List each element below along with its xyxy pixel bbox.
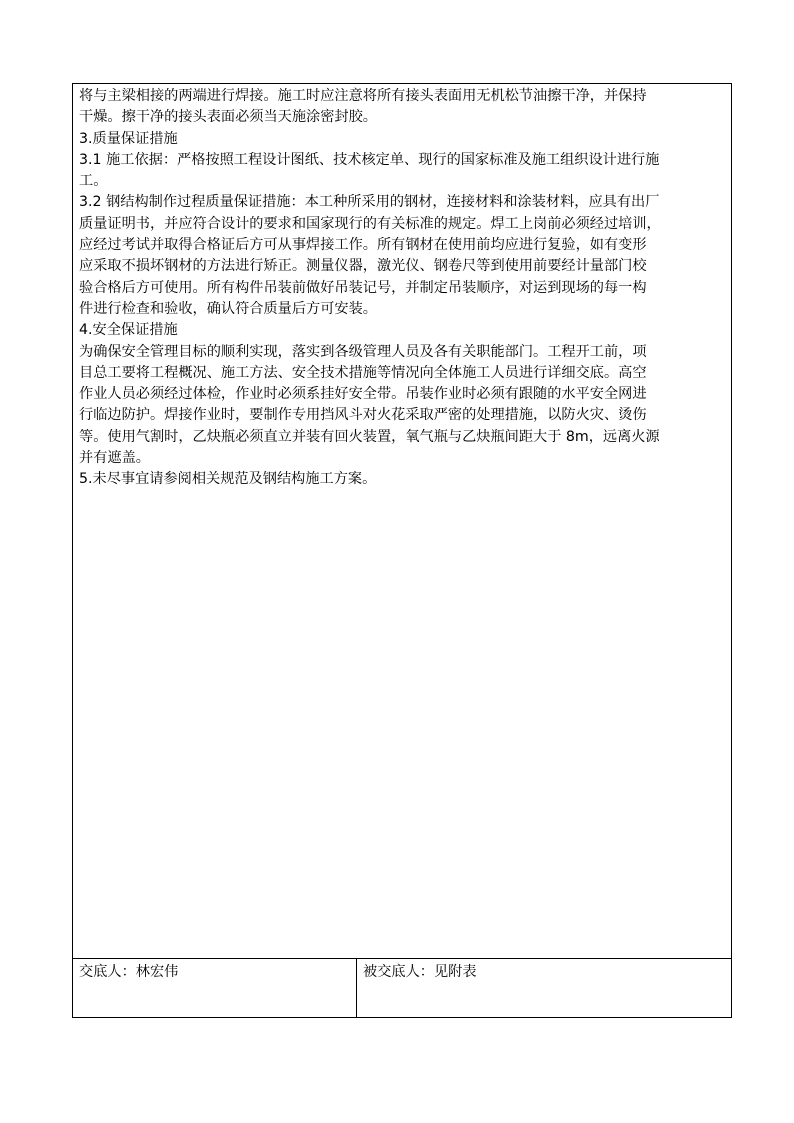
text-line: 3.1 施工依据：严格按照工程设计图纸、技术核定单、现行的国家标准及施工组织设计进行施 — [79, 151, 660, 168]
handover-form-table — [72, 83, 732, 1018]
text-line: 应经过考试并取得合格证后方可从事焊接工作。所有钢材在使用前均应进行复验，如有变形 — [79, 237, 647, 254]
text-line: 目总工要将工程概况、施工方法、安全技术措施等情况向全体施工人员进行详细交底。高空 — [79, 364, 647, 381]
text-line: 行临边防护。焊接作业时，要制作专用挡风斗对火花采取严密的处理措施，以防火灾、烫伤 — [79, 407, 647, 424]
text-line: 为确保安全管理目标的顺利实现，落实到各级管理人员及各有关职能部门。工程开工前，项 — [79, 343, 647, 360]
text-line: 干燥。擦干净的接头表面必须当天施涂密封胶。 — [79, 109, 377, 126]
section-heading: 5.未尽事宜请参阅相关规范及钢结构施工方案。 — [79, 471, 377, 488]
text-line: 作业人员必须经过体检，作业时必须系挂好安全带。吊装作业时必须有跟随的水平安全网进 — [79, 386, 647, 403]
text-line: 将与主梁相接的两端进行焊接。施工时应注意将所有接头表面用无机松节油擦干净，并保持 — [79, 88, 647, 104]
section-heading: 4.安全保证措施 — [79, 322, 178, 339]
text-line: 工。 — [79, 173, 108, 190]
text-line: 3.2 钢结构制作过程质量保证措施：本工种所采用的钢材，连接材料和涂装材料，应具有出厂 — [79, 194, 660, 211]
text-line: 件进行检查和验收，确认符合质量后方可安装。 — [79, 300, 377, 317]
text-line: 并有遮盖。 — [79, 450, 150, 467]
text-line: 验合格后方可使用。所有构件吊装前做好吊装记号，并制定吊装顺序，对运到现场的每一构 — [79, 279, 647, 296]
text-line: 等。使用气割时，乙炔瓶必须直立并装有回火装置，氧气瓶与乙炔瓶间距大于 8m，远离火源 — [79, 428, 660, 445]
content-cell — [73, 84, 731, 959]
handover-by-cell: 交底人：林宏伟 — [73, 959, 357, 1017]
text-line: 质量证明书，并应符合设计的要求和国家现行的有关标准的规定。焊工上岗前必须经过培训， — [79, 215, 661, 232]
received-by-cell: 被交底人：见附表 — [363, 964, 477, 980]
signature-row — [73, 959, 731, 1017]
section-heading: 3.质量保证措施 — [79, 130, 178, 147]
text-line: 应采取不损坏钢材的方法进行矫正。测量仪器，激光仪、钢卷尺等到使用前要经计量部门校 — [79, 258, 647, 275]
